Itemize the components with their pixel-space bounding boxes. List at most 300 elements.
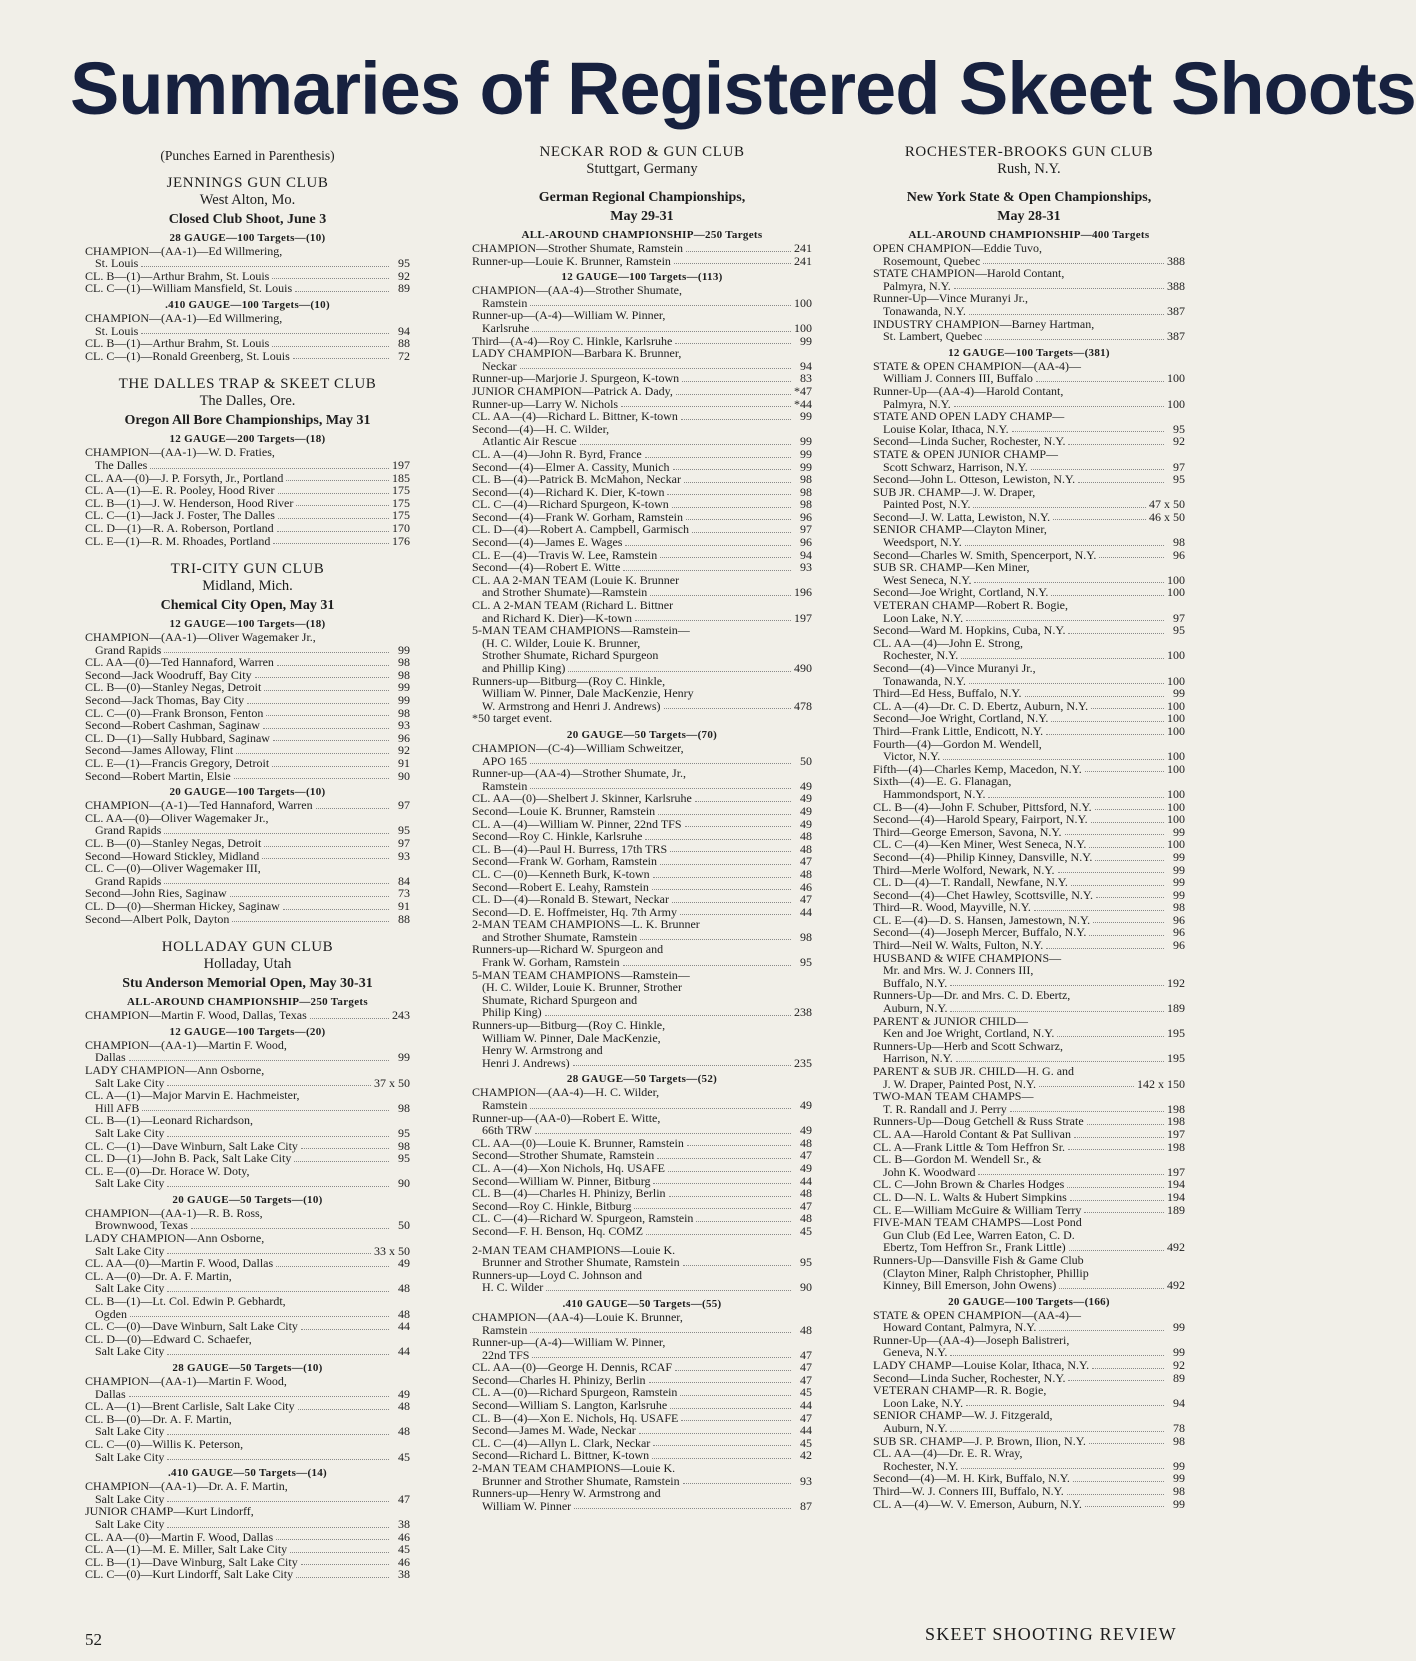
result-line (85, 257, 410, 270)
dot-leader (272, 766, 389, 767)
score: 45 (800, 1385, 812, 1400)
result-line (472, 1099, 812, 1112)
result-text: CL. AA—(0)—Ted Hannaford, Warren (85, 655, 274, 670)
score: 99 (800, 409, 812, 424)
dot-leader (546, 1290, 791, 1291)
score: 243 (392, 1008, 410, 1023)
dot-leader (286, 480, 389, 481)
score: 97 (1173, 459, 1185, 474)
dot-leader (1034, 910, 1164, 911)
result-line (472, 1044, 812, 1057)
score: 45 (398, 1542, 410, 1557)
result-text: Third—R. Wood, Mayville, N.Y. (873, 900, 1031, 915)
dot-leader (1053, 519, 1146, 520)
score: 45 (800, 1223, 812, 1238)
result-text: CHAMPION—(AA-1)—Martin F. Wood, (85, 1037, 287, 1052)
score: 97 (398, 836, 410, 850)
dot-leader (1085, 1506, 1164, 1507)
result-line (85, 1089, 410, 1102)
result-line (873, 964, 1185, 977)
result-text: St. Lambert, Quebec (883, 329, 983, 344)
dot-leader (985, 339, 1164, 340)
result-text: CL. C—(1)—William Mansfield, St. Louis (85, 281, 293, 296)
score: 48 (398, 1399, 410, 1414)
result-text: CHAMPION—(AA-4)—Strother Shumate, (472, 283, 682, 298)
score: 99 (1173, 1496, 1185, 1511)
result-line (472, 868, 812, 881)
score: 99 (1173, 887, 1185, 902)
result-text: Louise Kolar, Ithaca, N.Y. (883, 421, 1009, 436)
result-text: Ebertz, Tom Heffron Sr., Frank Little) (883, 1240, 1066, 1255)
result-line (85, 312, 410, 325)
result-line (873, 1027, 1185, 1040)
dot-leader (1051, 595, 1164, 596)
score: 91 (398, 756, 410, 771)
result-text: Gun Club (Ed Lee, Warren Eaton, C. D. (883, 1227, 1075, 1242)
result-text: CL. AA—(4)—Richard L. Bittner, K-town (472, 409, 678, 424)
dot-leader (965, 545, 1164, 546)
result-text: Mr. and Mrs. W. J. Conners III, (883, 963, 1034, 978)
club-location: The Dalles, Ore. (199, 393, 296, 410)
result-text: Second—Jack Thomas, Bay City (85, 693, 245, 708)
result-text: CHAMPION—(AA-1)—R. B. Ross, (85, 1205, 263, 1220)
result-text: CL. E—William McGuire & William Terry (873, 1202, 1082, 1217)
result-text: STATE & OPEN CHAMPION—(AA-4)— (873, 1307, 1082, 1322)
result-text: Ramstein (482, 1098, 528, 1112)
score: 99 (1173, 1458, 1185, 1473)
score: 42 (800, 1448, 812, 1463)
event-title: May 28-31 (997, 209, 1061, 224)
dot-leader (1046, 734, 1164, 735)
dot-leader (1095, 809, 1164, 810)
dot-leader (695, 801, 791, 802)
result-text: Third—Ed Hess, Buffalo, N.Y. (873, 686, 1022, 701)
dot-leader (676, 394, 791, 395)
score: 100 (1167, 396, 1185, 411)
result-line (472, 284, 812, 297)
result-text: TWO-MAN TEAM CHAMPS— (873, 1089, 1034, 1104)
score: 91 (398, 898, 410, 913)
result-text: Brunner and Strother Shumate, Ramstein (482, 1255, 680, 1270)
score: 100 (1167, 572, 1185, 587)
result-text: Weedsport, N.Y. (883, 535, 962, 550)
score: 88 (398, 336, 410, 351)
result-text: Salt Lake City (95, 1344, 165, 1359)
dot-leader (1068, 444, 1164, 445)
result-text: SUB SR. CHAMP—Ken Miner, (873, 560, 1030, 575)
score: 197 (794, 610, 812, 625)
score: 48 (800, 1186, 812, 1201)
dot-leader (954, 288, 1164, 289)
result-line (873, 1321, 1185, 1334)
result-line (873, 1384, 1185, 1397)
gauge-heading: .410 GAUGE—100 Targets—(10) (165, 298, 330, 311)
dot-leader (686, 519, 791, 520)
result-text: Second—(4)—Joseph Mercer, Buffalo, N.Y. (873, 925, 1087, 940)
score: 99 (398, 1050, 410, 1065)
result-line (472, 1462, 812, 1475)
result-text: CL. C—(4)—Richard Spurgeon, K-town (472, 497, 669, 512)
result-text: Ogden (95, 1306, 127, 1321)
dot-leader (623, 570, 791, 571)
dot-leader (673, 469, 791, 470)
result-line (873, 725, 1185, 738)
result-text: Howard Contant, Palmyra, N.Y. (883, 1320, 1037, 1335)
dot-leader (950, 985, 1164, 986)
score: 92 (398, 743, 410, 758)
score: 100 (1167, 749, 1185, 764)
dot-leader (532, 1357, 791, 1358)
score: 197 (392, 457, 410, 472)
dot-leader (1068, 633, 1164, 634)
dot-leader (545, 1015, 791, 1016)
dot-leader (686, 251, 791, 252)
score: 87 (800, 1498, 812, 1513)
result-text: Second—James Alloway, Flint (85, 743, 234, 758)
result-line (472, 1500, 812, 1513)
result-line (873, 385, 1185, 398)
result-text: CL. A—(4)—John R. Byrd, France (472, 446, 642, 461)
result-line (472, 410, 812, 423)
result-text: 5-MAN TEAM CHAMPIONS—Ramstein— (472, 623, 690, 638)
result-line (873, 687, 1185, 700)
result-line (85, 1127, 410, 1140)
result-text: CL. AA—(4)—Dr. E. R. Wray, (873, 1446, 1023, 1461)
result-line (472, 918, 812, 931)
result-line (873, 1254, 1185, 1267)
result-text: CL. C—(0)—Kenneth Burk, K-town (472, 866, 650, 881)
dot-leader (129, 1060, 389, 1061)
score: 99 (800, 459, 812, 474)
dot-leader (167, 1253, 371, 1254)
gauge-heading: 12 GAUGE—100 Targets—(18) (169, 618, 326, 631)
score: 37 x 50 (374, 1075, 410, 1090)
result-text: Grand Rapids (95, 873, 162, 888)
result-text: Second—Linda Sucher, Rochester, N.Y. (873, 434, 1066, 449)
score: 492 (1167, 1240, 1185, 1255)
result-line (472, 1124, 812, 1137)
result-text: CHAMPION—(AA-1)—Ed Willmering, (85, 243, 283, 258)
score: 44 (800, 1423, 812, 1438)
result-text: STATE & OPEN JUNIOR CHAMP— (873, 446, 1059, 461)
score: 195 (1167, 1026, 1185, 1041)
result-text: Runners-up—Bitburg—(Roy C. Hinkle, (472, 673, 666, 688)
result-line (85, 1152, 410, 1165)
result-line (873, 1128, 1185, 1141)
score: 48 (800, 829, 812, 844)
result-text: Runners-up—Bitburg—(Roy C. Hinkle, (472, 1018, 666, 1033)
result-line (873, 1153, 1185, 1166)
score: 44 (398, 1344, 410, 1359)
dot-leader (1025, 696, 1164, 697)
result-line (472, 981, 812, 994)
score: 198 (1167, 1114, 1185, 1129)
dot-leader (1039, 1330, 1164, 1331)
score: 99 (1173, 875, 1185, 890)
result-line (472, 1281, 812, 1294)
result-line (873, 788, 1185, 801)
result-text: CL. B—Gordon M. Wendell Sr., & (873, 1152, 1042, 1167)
dot-leader (1091, 708, 1164, 709)
score: 48 (800, 841, 812, 856)
result-text: SUB JR. CHAMP—J. W. Draper, (873, 484, 1036, 499)
club-location: Holladay, Utah (203, 956, 292, 973)
score: 95 (398, 823, 410, 838)
result-line (472, 473, 812, 486)
result-text: 5-MAN TEAM CHAMPIONS—Ramstein— (472, 967, 690, 982)
dot-leader (640, 939, 791, 940)
dot-leader (645, 839, 791, 840)
result-text: CL. A—(0)—Richard Spurgeon, Ramstein (472, 1385, 678, 1400)
result-text: Rochester, N.Y. (883, 1458, 959, 1473)
result-text: John K. Woodward (883, 1164, 976, 1179)
dot-leader (276, 1539, 389, 1540)
result-text: Runner-Up—(AA-4)—Joseph Balistreri, (873, 1332, 1070, 1347)
dot-leader (167, 1527, 389, 1528)
result-text: CL. A—(4)—William W. Pinner, 22nd TFS (472, 816, 682, 831)
dot-leader (530, 788, 791, 789)
dot-leader (298, 1409, 389, 1410)
column-right (873, 144, 1185, 1634)
gauge-heading: .410 GAUGE—50 Targets—(14) (167, 1467, 328, 1480)
result-text: St. Louis (95, 323, 139, 338)
result-text: Runners-up—Henry W. Armstrong and (472, 1486, 661, 1501)
dot-leader (167, 1291, 389, 1292)
result-text: Second—Robert Cashman, Saginaw (85, 718, 260, 733)
dot-leader (634, 1208, 791, 1209)
score: 98 (1173, 1433, 1185, 1448)
section-gap (85, 362, 410, 376)
dot-leader (255, 677, 389, 678)
dot-leader (966, 1405, 1164, 1406)
score: 176 (392, 533, 410, 548)
dot-leader (978, 1174, 1164, 1175)
dot-leader (1070, 1200, 1164, 1201)
score: 195 (1167, 1051, 1185, 1066)
result-line (85, 1480, 410, 1493)
result-line (472, 1311, 812, 1324)
dot-leader (961, 1468, 1164, 1469)
dot-leader (687, 1145, 791, 1146)
score: 99 (800, 434, 812, 449)
score: 99 (1173, 1471, 1185, 1486)
result-text: Runner-up—(AA-0)—Robert E. Witte, (472, 1110, 661, 1125)
result-text: CL. D—N. L. Walts & Hubert Simpkins (873, 1189, 1067, 1204)
result-line (85, 522, 410, 535)
result-text: CL. AA 2-MAN TEAM (Louie K. Brunner (472, 572, 680, 587)
result-text: CL. C—(1)—Ronald Greenberg, St. Louis (85, 348, 290, 363)
dot-leader (969, 683, 1164, 684)
dot-leader (164, 883, 389, 884)
score: 95 (1173, 421, 1185, 436)
score: 99 (800, 333, 812, 348)
result-text: T. R. Randall and J. Perry (883, 1101, 1007, 1116)
result-text: Salt Lake City (95, 1176, 165, 1191)
score: 241 (794, 241, 812, 255)
score: 492 (1167, 1278, 1185, 1293)
dot-leader (264, 690, 389, 691)
dot-leader (950, 1355, 1164, 1356)
result-text: Second—Charles W. Smith, Spencerport, N.Y. (873, 547, 1097, 562)
result-text: LADY CHAMP—Louise Kolar, Ithaca, N.Y. (873, 1358, 1090, 1373)
result-text: Philip King) (482, 1005, 542, 1020)
result-text: The Dalles (95, 457, 148, 472)
score: 192 (1167, 975, 1185, 990)
result-text: Second—Roy C. Hinkle, Bitburg (472, 1198, 632, 1213)
result-line (85, 1451, 410, 1464)
result-text: Palmyra, N.Y. (883, 278, 951, 293)
dot-leader (954, 406, 1164, 407)
result-text: CHAMPION—(AA-1)—Martin F. Wood, (85, 1374, 287, 1388)
result-text: CL. C—(0)—Willis K. Peterson, (85, 1436, 244, 1451)
result-line (873, 750, 1185, 763)
result-text: CL. B—(1)—J. W. Henderson, Hood River (85, 495, 294, 510)
dot-leader (301, 1329, 389, 1330)
score: 93 (398, 718, 410, 733)
result-line (85, 900, 410, 913)
score: 490 (794, 661, 812, 675)
result-text: Geneva, N.Y. (883, 1345, 948, 1360)
result-line (472, 1187, 812, 1200)
result-text: Second—Charles H. Phinizy, Berlin (472, 1372, 646, 1387)
result-line (85, 535, 410, 548)
gauge-heading: ALL-AROUND CHAMPIONSHIP—400 Targets (908, 229, 1150, 241)
score: 197 (1167, 1164, 1185, 1179)
score: 95 (398, 1151, 410, 1166)
result-text: CHAMPION—(C-4)—William Schweitzer, (472, 740, 684, 755)
page-title: Summaries of Registered Skeet Shoots (70, 47, 1416, 130)
result-line (873, 1498, 1185, 1511)
score: 100 (1167, 723, 1185, 738)
result-text: CL. B—(0)—Stanley Negas, Detroit (85, 836, 262, 850)
result-text: Dallas (95, 1050, 126, 1065)
dot-leader (973, 507, 1146, 508)
magazine-name: SKEET SHOOTING REVIEW (925, 1624, 1177, 1644)
event-title: Oregon All Bore Championships, May 31 (124, 413, 371, 429)
score: 198 (1167, 1101, 1185, 1116)
result-text: Henry W. Armstrong and (482, 1043, 603, 1058)
result-text: Third—(A-4)—Roy C. Hinkle, Karlsruhe (472, 333, 673, 348)
result-line (472, 1162, 812, 1175)
result-text: West Seneca, N.Y. (883, 572, 972, 587)
dot-leader (657, 1158, 791, 1159)
score: 95 (800, 955, 812, 970)
result-text: Fifth—(4)—Charles Kemp, Macedon, N.Y. (873, 761, 1082, 776)
dot-leader (685, 826, 792, 827)
score: 92 (398, 268, 410, 283)
dot-leader (1067, 1187, 1164, 1188)
result-text: CL. C—(0)—Oliver Wagemaker III, (85, 861, 261, 876)
result-text: CL. B—(1)—Lt. Col. Edwin P. Gebhardt, (85, 1294, 286, 1309)
result-text: St. Louis (95, 256, 139, 271)
dot-leader (167, 1186, 389, 1187)
result-line (85, 656, 410, 669)
result-text: Second—(4)—Richard K. Dier, K-town (472, 484, 665, 499)
result-text: LADY CHAMPION—Ann Osborne, (85, 1062, 265, 1077)
result-text: Second—Strother Shumate, Ramstein (472, 1148, 655, 1163)
result-text: PARENT & SUB JR. CHILD—H. G. and (873, 1064, 1075, 1078)
result-text: Auburn, N.Y. (883, 1421, 948, 1436)
dot-leader (1036, 381, 1164, 382)
result-text: Salt Lake City (95, 1125, 165, 1140)
result-line (85, 1295, 410, 1308)
score: 93 (398, 848, 410, 863)
dot-leader (301, 1564, 389, 1565)
dot-leader (535, 1133, 791, 1134)
result-text: Loon Lake, N.Y. (883, 1395, 964, 1410)
score: 100 (1167, 585, 1185, 600)
result-text: Third—George Emerson, Savona, N.Y. (873, 824, 1062, 839)
score: 96 (1173, 938, 1185, 953)
dot-leader (1074, 1137, 1164, 1138)
score: 100 (1167, 711, 1185, 726)
dot-leader (653, 1183, 791, 1184)
score: 72 (398, 348, 410, 363)
result-text: CL. B—(4)—John F. Schuber, Pittsford, N.Y. (873, 799, 1092, 814)
result-text: Second—Joe Wright, Cortland, N.Y. (873, 711, 1049, 726)
dot-leader (273, 543, 389, 544)
result-text: Brunner and Strother Shumate, Ramstein (482, 1473, 680, 1488)
result-text: CL. AA—(0)—J. P. Forsyth, Jr., Portland (85, 470, 284, 485)
dot-leader (1071, 885, 1164, 886)
score: 387 (1167, 329, 1185, 344)
dot-leader (568, 671, 791, 672)
score: 47 x 50 (1149, 497, 1185, 512)
dot-leader (1051, 721, 1164, 722)
dot-leader (650, 595, 791, 596)
dot-leader (1089, 1443, 1164, 1444)
result-text: CL. D—(4)—Robert A. Campbell, Garmisch (472, 522, 689, 537)
score: 197 (1167, 1126, 1185, 1141)
result-text: William W. Pinner (482, 1498, 572, 1513)
result-line (85, 1257, 410, 1270)
club-location: Midland, Mich. (202, 578, 293, 595)
score: 100 (1167, 837, 1185, 852)
score: 235 (794, 1055, 812, 1070)
result-text: CL. B—(1)—Arthur Brahm, St. Louis (85, 268, 270, 283)
score: 198 (1167, 1139, 1185, 1154)
result-text: Runner-Up—Vince Muranyi Jr., (873, 291, 1029, 306)
club-name: NECKAR ROD & GUN CLUB (539, 144, 745, 160)
dot-leader (1031, 469, 1164, 470)
dot-leader (530, 763, 791, 764)
result-text: CL. AA—(0)—Shelbert J. Skinner, Karlsruhe (472, 791, 692, 806)
dot-leader (682, 381, 791, 382)
dot-leader (652, 889, 791, 890)
result-line (85, 1400, 410, 1413)
dot-leader (653, 1445, 791, 1446)
score: 98 (1173, 1484, 1185, 1498)
score: 478 (794, 698, 812, 713)
dot-leader (310, 1018, 389, 1019)
dot-leader (1069, 1250, 1164, 1251)
score: 96 (1173, 547, 1185, 562)
dot-leader (1068, 1380, 1164, 1381)
result-line (472, 599, 812, 612)
result-text: Atlantic Air Rescue (482, 434, 577, 449)
dot-leader (675, 343, 791, 344)
score: 175 (392, 508, 410, 523)
dot-leader (262, 858, 389, 859)
dot-leader (290, 1552, 389, 1553)
result-line (85, 1375, 410, 1388)
result-text: CHAMPION—(AA-1)—W. D. Fraties, (85, 445, 275, 460)
score: 48 (398, 1424, 410, 1439)
result-text: 2-MAN TEAM CHAMPIONS—Louie K. (472, 1242, 676, 1257)
result-text: Rosemount, Quebec (883, 253, 981, 268)
score: 175 (392, 483, 410, 498)
result-text: CL. D—(1)—R. A. Roberson, Portland (85, 520, 274, 535)
